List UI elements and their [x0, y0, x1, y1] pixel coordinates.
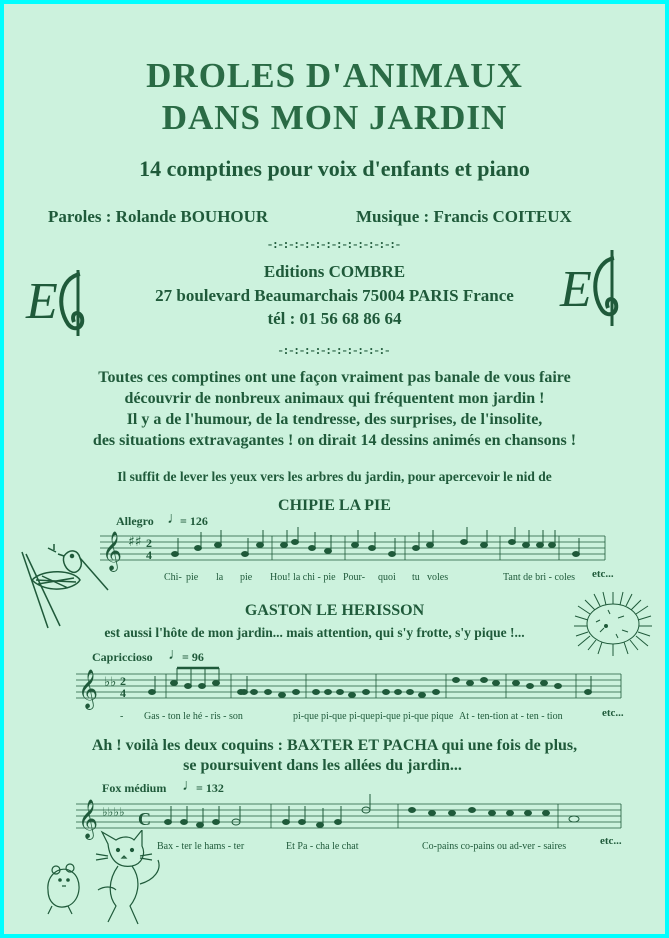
publisher-phone: tél : 01 56 68 86 64 [267, 309, 402, 328]
hamster-cat-illustration-icon [38, 830, 178, 930]
song-3-lyric: Co-pains co-pains ou ad-ver - saires [422, 841, 567, 852]
intro-text: Il suffit de lever les yeux vers les arbres du jardin, pour apercevoir le nid de [117, 469, 552, 484]
svg-text:2: 2 [120, 674, 126, 688]
song-1-lyric: pie [186, 572, 199, 583]
subtitle: 14 comptines pour voix d'enfants et piano [139, 156, 530, 181]
song-3-title-line-1: Ah ! voilà les deux coquins : BAXTER ET PACHA qui une fois de plus, [91, 737, 578, 754]
music-credit: Musique : Francis COITEUX [356, 207, 572, 226]
description-line-3: Il y a de l'humour, de la tendresse, des surprises, de l'insolite, [126, 411, 543, 428]
svg-text:2: 2 [146, 536, 152, 550]
svg-text:4: 4 [120, 686, 126, 700]
publisher-name: Editions COMBRE [263, 262, 406, 281]
song-1-lyric: Hou! la chi - pie [270, 572, 336, 583]
title-line-2: DANS MON JARDIN [161, 98, 508, 137]
song-2-staff [76, 669, 624, 709]
song-1-lyric: Chi- [164, 572, 182, 583]
publisher-address: 27 boulevard Beaumarchais 75004 PARIS France [155, 286, 514, 305]
song-2-lyric: At - ten-tion at - ten - tion [459, 711, 563, 722]
separator-2: -:-:-:-:-:-:-:-:-:-:- [278, 342, 391, 357]
song-1-etc: etc... [592, 568, 614, 580]
svg-text:♭♭♭♭: ♭♭♭♭ [102, 805, 125, 819]
separator-1: -:-:-:-:-:-:-:-:-:-:-:-:- [267, 236, 402, 251]
song-3-lyric: Bax - ter le hams - ter [157, 841, 245, 852]
flyer-page [4, 4, 665, 934]
song-1-lyric: la [216, 572, 224, 583]
song-2-lyric: pi-que pi-que pi-que [293, 711, 375, 722]
song-1-tempo: Allegro [116, 514, 154, 528]
song-3-metronome: = 132 [196, 781, 224, 795]
song-1-title: CHIPIE LA PIE [278, 497, 391, 514]
svg-text:♯♯: ♯♯ [128, 534, 142, 550]
svg-text:𝄞: 𝄞 [78, 799, 99, 839]
song-1-lyric: pie [240, 572, 253, 583]
quarter-note-icon: ♩ [167, 510, 183, 527]
song-2-lyric: - [120, 711, 124, 722]
description-line-2: découvrir de nonbreux animaux qui fréquentent mon jardin ! [124, 390, 545, 407]
song-1-lyric: voles [427, 572, 449, 583]
song-2-metronome: = 96 [182, 650, 204, 664]
svg-text:𝄞: 𝄞 [102, 531, 123, 571]
song-2-etc: etc... [602, 707, 624, 719]
song-3-title-line-2: se poursuivent dans les allées du jardin... [183, 757, 462, 774]
song-1-metronome: = 126 [180, 514, 208, 528]
title-line-1: DROLES D'ANIMAUX [146, 56, 523, 95]
svg-text:E: E [560, 261, 592, 318]
description-line-4: des situations extravagantes ! on dirait 14 dessins animés en chansons ! [92, 432, 577, 449]
hedgehog-illustration-icon [570, 588, 656, 658]
song-3-staff [76, 799, 624, 839]
quarter-note-icon: ♩ [168, 646, 184, 663]
svg-text:𝄞: 𝄞 [78, 669, 99, 709]
lyrics-credit: Paroles : Rolande BOUHOUR [48, 207, 269, 226]
song-3-lyric: Et Pa - cha le chat [286, 841, 359, 852]
song-1-staff [100, 531, 610, 571]
svg-text:♭♭: ♭♭ [104, 675, 117, 690]
song-1-lyric: Tant de bri - coles [503, 572, 576, 583]
svg-text:4: 4 [146, 548, 152, 562]
song-1-lyric: tu [412, 572, 420, 583]
svg-text:E: E [26, 273, 58, 330]
song-1-lyric: Pour- [343, 572, 366, 583]
song-2-lyric: pi-que pi-que pique [375, 711, 454, 722]
song-2-tempo: Capriccioso [92, 650, 153, 664]
song-3-tempo: Fox médium [102, 781, 167, 795]
svg-text:C: C [138, 809, 151, 829]
song-1-lyric: quoi [378, 572, 396, 583]
song-2-title: GASTON LE HERISSON [244, 602, 425, 619]
song-2-lyric: Gas - ton le hé - ris - son [144, 711, 243, 722]
song-3-etc: etc... [600, 835, 622, 847]
song-2-subtitle: est aussi l'hôte de mon jardin... mais attention, qui s'y frotte, s'y pique !... [104, 625, 525, 640]
quarter-note-icon: ♩ [182, 777, 198, 794]
description-line-1: Toutes ces comptines ont une façon vraiment pas banale de vous faire [98, 369, 571, 386]
